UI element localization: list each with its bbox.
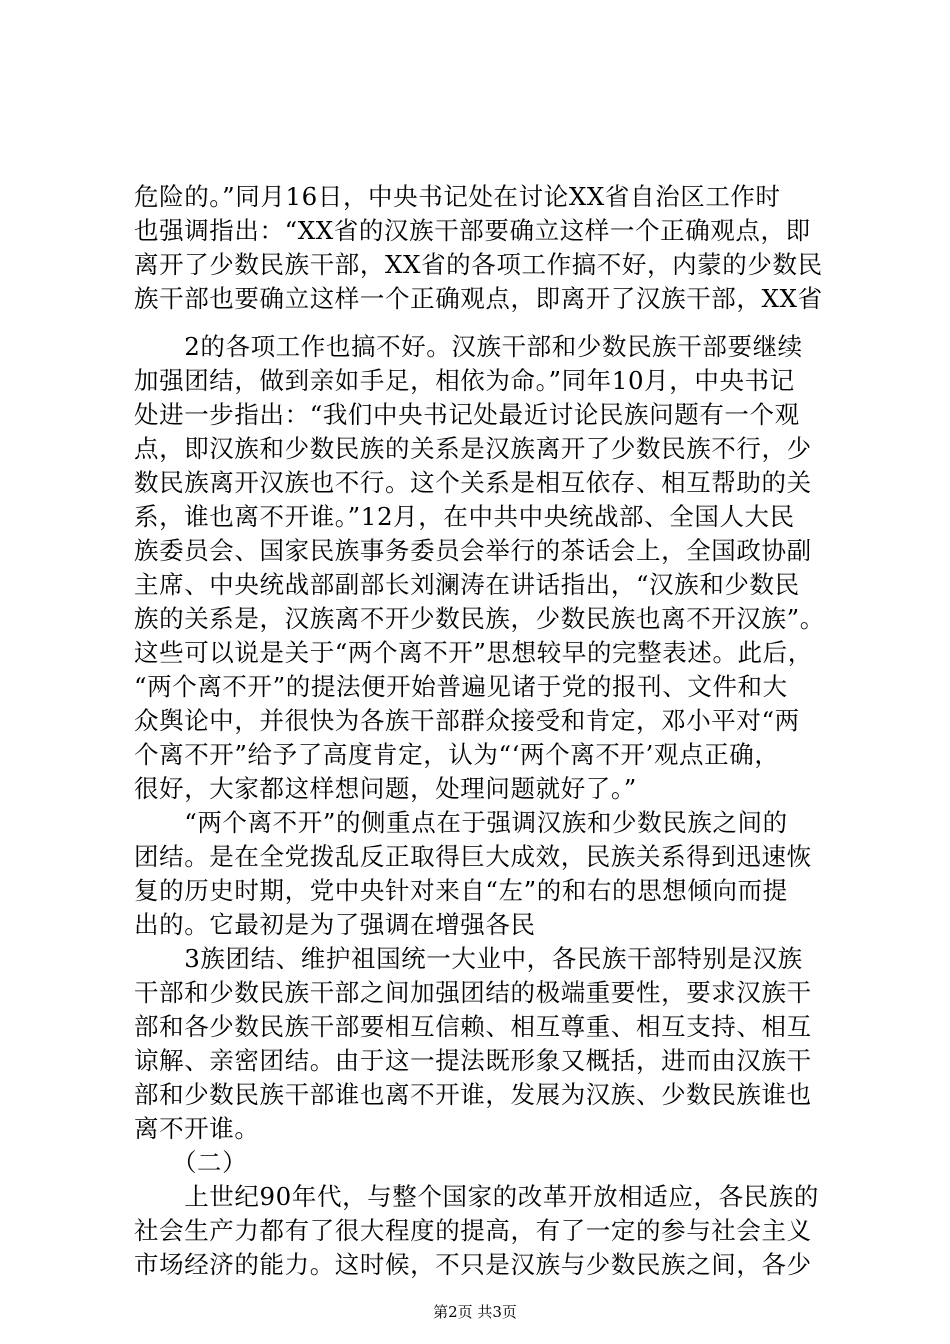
text-line: 族委员会、国家民族事务委员会举行的茶话会上，全国政协副: [134, 536, 812, 565]
text-line: 数民族离开汉族也不行。这个关系是相互依存、相互帮助的关: [134, 468, 812, 497]
text-line: 离开了少数民族干部，XX省的各项工作搞不好，内蒙的少数民: [134, 250, 823, 279]
text-line: “两个离不开”的侧重点在于强调汉族和少数民族之间的: [134, 808, 788, 837]
text-line: 众舆论中，并很快为各族干部群众接受和肯定，邓小平对“两: [134, 706, 800, 735]
text-line: 危险的。”同月16日，中央书记处在讨论XX省自治区工作时: [134, 182, 781, 211]
text-line: 族干部也要确立这样一个正确观点，即离开了汉族干部，XX省: [134, 284, 823, 313]
text-line: 3族团结、维护祖国统一大业中，各民族干部特别是汉族: [134, 944, 803, 973]
text-line: 点，即汉族和少数民族的关系是汉族离开了少数民族不行，少: [134, 434, 812, 463]
text-line: 谅解、亲密团结。由于这一提法既形象又概括，进而由汉族干: [134, 1046, 812, 1075]
text-line: 族的关系是，汉族离不开少数民族，少数民族也离不开汉族”。: [134, 604, 825, 633]
text-line: 离不开谁。: [134, 1114, 260, 1143]
text-line: “两个离不开”的提法便开始普遍见诸于党的报刊、文件和大: [134, 672, 788, 701]
text-line: 也强调指出：“XX省的汉族干部要确立这样一个正确观点，即: [134, 216, 811, 245]
text-line: 团结。是在全党拨乱反正取得巨大成效，民族关系得到迅速恢: [134, 842, 812, 871]
text-line: 2的各项工作也搞不好。汉族干部和少数民族干部要继续: [134, 332, 803, 361]
text-line: 市场经济的能力。这时候，不只是汉族与少数民族之间，各少: [134, 1250, 812, 1279]
page-number-footer: 第2页 共3页: [433, 1303, 517, 1321]
text-line: 干部和少数民族干部之间加强团结的极端重要性，要求汉族干: [134, 978, 812, 1007]
text-line: 社会生产力都有了很大程度的提高，有了一定的参与社会主义: [134, 1216, 812, 1245]
text-line: 上世纪90年代，与整个国家的改革开放相适应，各民族的: [134, 1182, 819, 1211]
text-line: 部和各少数民族干部要相互信赖、相互尊重、相互支持、相互: [134, 1012, 812, 1041]
text-line: 主席、中央统战部副部长刘澜涛在讲话指出，“汉族和少数民: [134, 570, 800, 599]
text-line: 部和少数民族干部谁也离不开谁，发展为汉族、少数民族谁也: [134, 1080, 812, 1109]
text-line: 系，谁也离不开谁。”12月，在中共中央统战部、全国人大民: [134, 502, 795, 531]
text-line: 处进一步指出：“我们中央书记处最近讨论民族问题有一个观: [134, 400, 800, 429]
text-line: 加强团结，做到亲如手足，相依为命。”同年10月，中央书记: [134, 366, 795, 395]
text-line: 复的历史时期，党中央针对来自“左”的和右的思想倾向而提: [134, 876, 788, 905]
section-heading: （二）: [134, 1148, 248, 1177]
text-line: 出的。它最初是为了强调在增强各民: [134, 910, 536, 939]
text-line: 个离不开”给予了高度肯定，认为“‘两个离不开’观点正确，: [134, 740, 780, 769]
text-line: 很好，大家都这样想问题，处理问题就好了。”: [134, 774, 637, 803]
text-line: 这些可以说是关于“两个离不开”思想较早的完整表述。此后，: [134, 638, 813, 667]
